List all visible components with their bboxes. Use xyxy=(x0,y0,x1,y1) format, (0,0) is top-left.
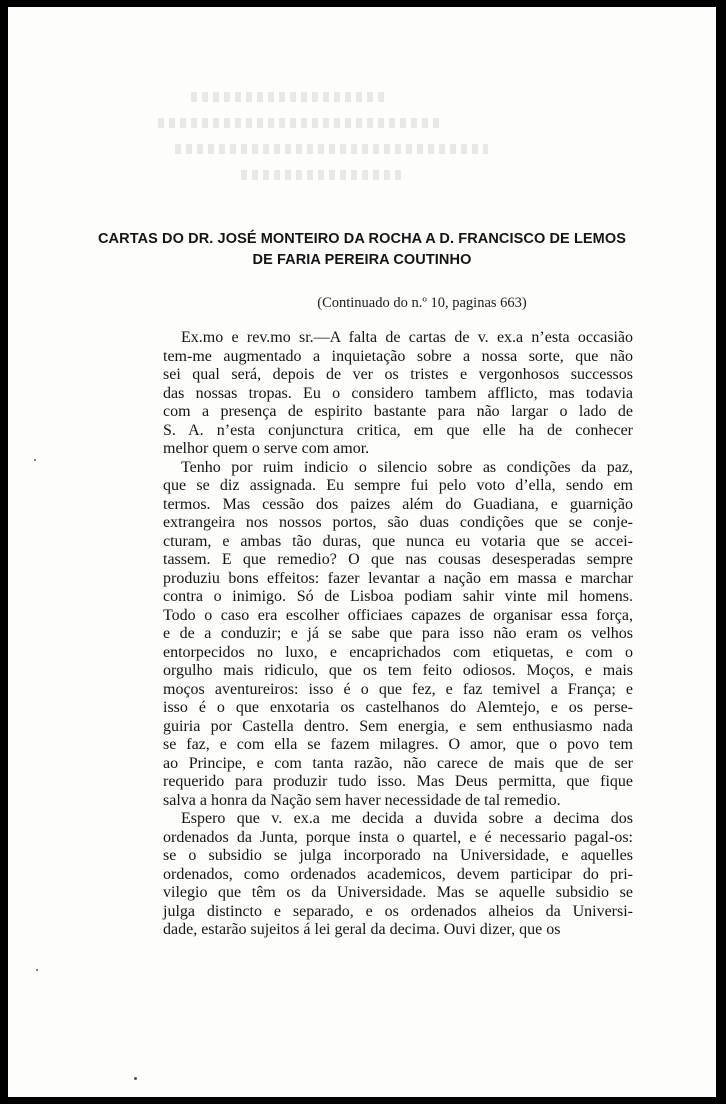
text-line: Espero que v. ex.a me decida a duvida sobre a decima dos xyxy=(181,810,633,827)
text-line: ordenados, como ordenados academicos, devem participar do pri- xyxy=(163,865,633,883)
text-line: com a presença de espirito bastante para não largar o lado de xyxy=(163,403,633,420)
text-line: S. A. n’esta conjunctura critica, em que elle ha de conhecer xyxy=(163,421,633,439)
text-line: Ex.mo e rev.mo sr.—A falta de cartas de v. ex.a n’esta occasião xyxy=(181,329,633,346)
text-line: e de a conduzir; e já se sabe que para isso não eram os velhos xyxy=(163,625,633,642)
continuation-note-text: (Continuado do n.º 10, paginas 663) xyxy=(317,295,527,311)
text-line: salva a honra da Nação sem haver necessidade de tal remedio. xyxy=(163,791,561,809)
text-line: ordenados da Junta, porque insta o quartel, e é necessario pagal-os: xyxy=(163,828,633,846)
text-line: guiria por Castella dentro. Sem energia, e sem enthusiasmo nada xyxy=(163,717,633,735)
text-line: tem-me augmentado a inquietação sobre a nossa sorte, que não xyxy=(163,347,633,365)
speck xyxy=(34,459,36,461)
text-line: requerido para produzir tudo isso. Mas Deus permitta, que fique xyxy=(163,773,633,790)
text-line: dade, estarão sujeitos á lei geral da decima. Ouvi dizer, que os xyxy=(163,921,561,938)
text-line: das nossas tropas. Eu o considero tambem afflicto, mas todavia xyxy=(163,384,633,402)
text-line: extrangeira nos nossos portos, são duas condições que se conje- xyxy=(163,514,633,531)
title-line-1: CARTAS DO DR. JOSÉ MONTEIRO DA ROCHA A D. FRANCISCO DE LEMOS xyxy=(97,231,626,247)
text-line: se faz, e com ella se fazem milagres. O amor, que o povo tem xyxy=(163,736,633,753)
text-line: que se diz assignada. Eu sempre fui pelo voto d’ella, sendo em xyxy=(163,477,633,494)
page xyxy=(8,7,716,1097)
text-line: produziu bons effeitos: fazer levantar a nação em massa e marchar xyxy=(163,569,633,587)
paragraph xyxy=(163,810,633,940)
text-line: julga distincto e separado, e os ordenados alheios da Universi- xyxy=(163,902,633,920)
text-line: Tenho por ruim indicio o silencio sobre as condições da paz, xyxy=(181,458,633,476)
text-line: tassem. E que remedio? O que nas cousas desesperadas sempre xyxy=(163,551,633,568)
text-line: isso é o que enxotaria os castelhanos do Alemtejo, e os perse- xyxy=(163,699,633,716)
speck xyxy=(36,969,38,971)
text-line: ao Principe, e com tanta razão, não carece de mais que de ser xyxy=(163,754,633,772)
text-line: contra o inimigo. Só de Lisboa podiam sahir vinte mil homens. xyxy=(163,588,633,605)
text-line: moços aventureiros: isso é o que fez, e faz temivel a França; e xyxy=(163,680,633,698)
speck xyxy=(134,1077,137,1080)
paragraph xyxy=(163,329,633,459)
letter-body xyxy=(163,329,633,940)
show-through-text xyxy=(158,92,488,242)
paragraph xyxy=(163,459,633,811)
article-title xyxy=(8,229,716,271)
title-line-2: DE FARIA PEREIRA COUTINHO xyxy=(252,252,472,268)
text-line: sei qual será, depois de ver os tristes e vergonhosos successos xyxy=(163,366,633,383)
text-line: se o subsidio se julga incorporado na Universidade, e aquelles xyxy=(163,847,633,864)
text-line: Todo o caso era escolher officiaes capazes de organisar essa força, xyxy=(163,606,633,624)
text-line: entorpecidos no luxo, e encaprichados com etiquetas, e com o xyxy=(163,643,633,661)
text-line: termos. Mas cessão dos paizes além do Guadiana, e guarnição xyxy=(163,495,633,513)
text-line: orgulho mais ridiculo, que os tem feito odiosos. Moços, e mais xyxy=(163,662,633,679)
continuation-note xyxy=(8,295,716,312)
text-line: melhor quem o serve com amor. xyxy=(163,440,370,457)
text-line: vilegio que têm os da Universidade. Mas se aquelle subsidio se xyxy=(163,884,633,901)
text-line: cturam, e ambas tão duras, que nunca eu votaria que se accei- xyxy=(163,532,633,550)
